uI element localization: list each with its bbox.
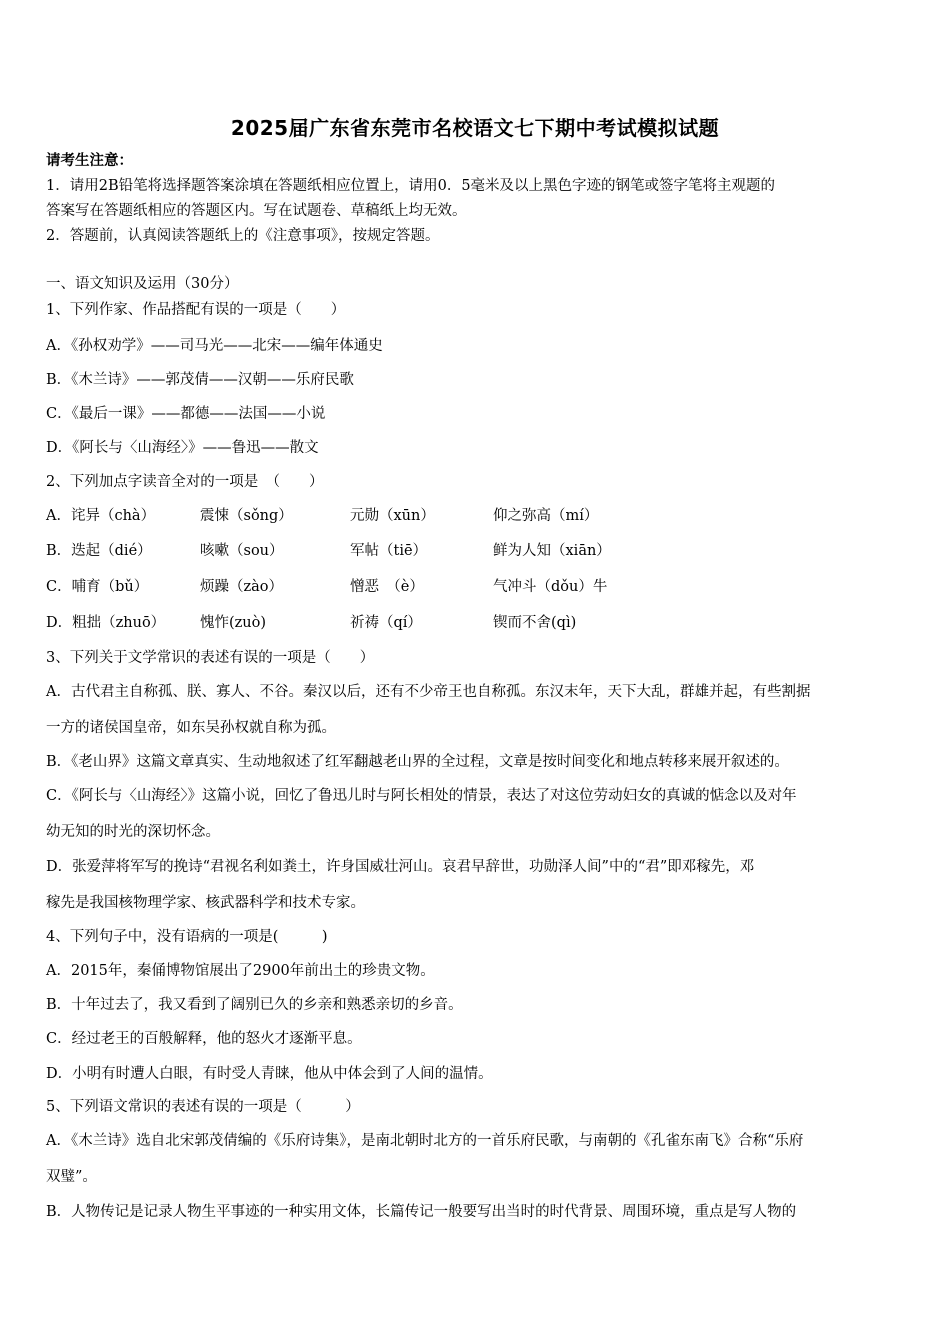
notice-heading: 请考生注意： [46, 152, 133, 169]
option-b: B．十年过去了，我又看到了阔别已久的乡亲和熟悉亲切的乡音。 [46, 997, 463, 1013]
pinyin-cell: 烦躁（zào） [200, 579, 284, 595]
pinyin-cell: C．哺育（bǔ） [46, 579, 149, 595]
option-a-cont: 双璧”。 [46, 1169, 97, 1185]
pinyin-cell: B．迭起（dié） [46, 543, 152, 559]
option-a: A．《木兰诗》选自北宋郭茂倩编的《乐府诗集》，是南北朝时北方的一首乐府民歌，与南朝的《孔雀东南飞》合称“乐府 [46, 1133, 804, 1149]
option-d: D．《阿长与〈山海经〉》——鲁迅——散文 [46, 440, 319, 456]
option-c: C．《阿长与〈山海经〉》这篇小说，回忆了鲁迅儿时与阿长相处的情景，表达了对这位劳动妇女的真诚的惦念以及对年 [46, 788, 797, 804]
notice-line: 答案写在答题纸相应的答题区内。写在试题卷、草稿纸上均无效。 [46, 203, 467, 219]
pinyin-cell: 震悚（sǒng） [200, 508, 293, 524]
question-stem: 1、下列作家、作品搭配有误的一项是（ ） [46, 302, 346, 318]
option-a: A．2015年，秦俑博物馆展出了2900年前出土的珍贵文物。 [46, 963, 435, 979]
question-stem: 2、下列加点字读音全对的一项是 （ ） [46, 474, 324, 490]
pinyin-cell: 鲜为人知（xiān） [493, 543, 611, 559]
option-d: D．小明有时遭人白眼，有时受人青睐，他从中体会到了人间的温情。 [46, 1066, 493, 1082]
section-heading: 一、语文知识及运用（30分） [46, 276, 239, 292]
pinyin-cell: 愧怍(zuò) [200, 615, 267, 631]
pinyin-cell: 憎恶 （è） [350, 579, 424, 595]
pinyin-cell: 祈祷（qí） [350, 615, 422, 631]
option-d: D．张爱萍将军写的挽诗“君视名利如粪土，许身国威壮河山。哀君早辞世，功勋泽人间”中的“君”即邓稼先，邓 [46, 859, 755, 875]
pinyin-cell: A．诧异（chà） [46, 508, 156, 524]
pinyin-cell: 气冲斗（dǒu）牛 [493, 579, 608, 595]
option-b: B．《木兰诗》——郭茂倩——汉朝——乐府民歌 [46, 372, 354, 388]
option-d-cont: 稼先是我国核物理学家、核武器科学和技术专家。 [46, 895, 365, 911]
option-b: B．《老山界》这篇文章真实、生动地叙述了红军翻越老山界的全过程，文章是按时间变化和地点转移来展开叙述的。 [46, 754, 789, 770]
notice-line: 2．答题前，认真阅读答题纸上的《注意事项》，按规定答题。 [46, 228, 440, 244]
pinyin-cell: D．粗拙（zhuō） [46, 615, 166, 631]
option-c: C．《最后一课》——都德——法国——小说 [46, 406, 326, 422]
pinyin-cell: 军帖（tiē） [350, 543, 428, 559]
notice-line: 1．请用2B铅笔将选择题答案涂填在答题纸相应位置上，请用0．5毫米及以上黑色字迹的钢笔或签字笔将主观题的 [46, 178, 776, 194]
pinyin-cell: 元勋（xūn） [350, 508, 435, 524]
option-a: A．《孙权劝学》——司马光——北宋——编年体通史 [46, 338, 383, 354]
question-stem: 5、下列语文常识的表述有误的一项是（ ） [46, 1099, 360, 1115]
question-stem: 3、下列关于文学常识的表述有误的一项是（ ） [46, 650, 375, 666]
option-a: A．古代君主自称孤、朕、寡人、不谷。秦汉以后，还有不少帝王也自称孤。东汉末年，天下大乱，群雄并起，有些割据 [46, 684, 811, 700]
option-c-cont: 幼无知的时光的深切怀念。 [46, 824, 220, 840]
pinyin-cell: 锲而不舍(qì) [493, 615, 577, 631]
pinyin-cell: 咳嗽（sou） [200, 543, 284, 559]
page-title: 2025届广东省东莞市名校语文七下期中考试模拟试题 [230, 116, 720, 140]
option-b: B．人物传记是记录人物生平事迹的一种实用文体，长篇传记一般要写出当时的时代背景、周围环境，重点是写人物的 [46, 1204, 797, 1220]
option-c: C．经过老王的百般解释，他的怒火才逐渐平息。 [46, 1031, 362, 1047]
option-a-cont: 一方的诸侯国皇帝，如东吴孙权就自称为孤。 [46, 720, 336, 736]
question-stem: 4、下列句子中，没有语病的一项是( ) [46, 929, 328, 945]
pinyin-cell: 仰之弥高（mí） [493, 508, 599, 524]
